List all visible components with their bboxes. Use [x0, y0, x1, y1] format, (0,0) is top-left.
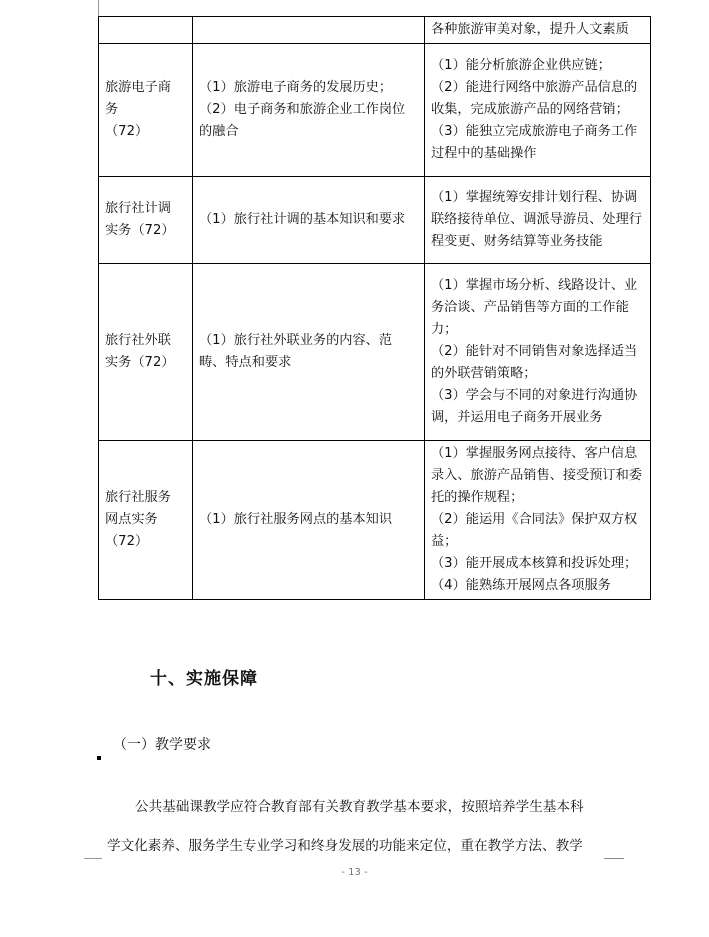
outcome-item: （2）能针对不同销售对象选择适当的外联营销策略；	[431, 344, 638, 381]
course-name-line: 网点实务	[105, 512, 158, 527]
outcome-cell	[425, 17, 651, 44]
body-paragraph-line: 公共基础课教学应符合教育部有关教育教学基本要求，按照培养学生基本科	[135, 799, 584, 815]
subsection-heading: （一）教学要求	[113, 737, 211, 753]
table-row	[99, 264, 651, 441]
body-paragraph-line: 学文化素养、服务学生专业学习和终身发展的功能来定位，重在教学方法、教学	[107, 838, 583, 854]
table-row	[99, 44, 651, 177]
outcome-cell	[425, 177, 651, 264]
table-row	[99, 177, 651, 264]
outcome-cell	[425, 44, 651, 177]
outcome-item: （2）能进行网络中旅游产品信息的收集，完成旅游产品的网络营销；	[431, 80, 638, 117]
section-heading: 十、实施保障	[150, 669, 258, 689]
outcome-item: （3）能独立完成旅游电子商务工作过程中的基础操作	[431, 124, 638, 161]
table-row	[99, 441, 651, 600]
outcome-text: 各种旅游审美对象，提升人文素质	[431, 22, 629, 37]
outcome-cell	[425, 264, 651, 441]
course-name-line: 旅行社服务	[105, 490, 171, 505]
content-item: （1）旅行社计调的基本知识和要求	[199, 212, 406, 227]
content-item: （2）电子商务和旅游企业工作岗位的融合	[199, 102, 406, 139]
course-name-line: 旅行社计调	[105, 201, 171, 216]
outcome-item: （1）掌握市场分析、线路设计、业务洽谈、产品销售等方面的工作能力；	[431, 278, 638, 337]
course-name-line: 实务（72）	[105, 355, 175, 370]
outcome-item: （1）掌握统筹安排计划行程、协调联络接待单位、调派导游员、处理行程变更、财务结算等业务技能	[431, 190, 642, 249]
course-name-cell	[99, 441, 193, 600]
course-table	[98, 16, 651, 600]
paragraph-bullet-mark	[97, 756, 101, 760]
corner-mark-top-left	[84, 0, 99, 16]
outcome-item: （2）能运用《合同法》保护双方权益；	[431, 512, 638, 549]
footer-rule	[604, 858, 624, 859]
course-name-line: 实务（72）	[105, 223, 175, 238]
outcome-item: （3）学会与不同的对象进行沟通协调，并运用电子商务开展业务	[431, 388, 638, 425]
content-item: （1）旅行社外联业务的内容、范畴、特点和要求	[199, 333, 393, 370]
corner-mark-bottom-left	[84, 858, 102, 859]
course-name-line: 旅行社外联	[105, 333, 171, 348]
outcome-item: （1）能分析旅游企业供应链；	[431, 58, 611, 73]
page-number: - 13 -	[341, 867, 368, 878]
content-cell	[193, 44, 425, 177]
course-name-cell	[99, 177, 193, 264]
content-cell	[193, 177, 425, 264]
outcome-cell	[425, 441, 651, 600]
course-name-line: 旅游电子商	[105, 80, 171, 95]
table-cell-empty	[193, 17, 425, 44]
course-name-cell	[99, 44, 193, 177]
table-row	[99, 17, 651, 44]
outcome-item: （3）能开展成本核算和投诉处理；	[431, 556, 638, 571]
content-cell	[193, 264, 425, 441]
course-name-cell	[99, 264, 193, 441]
table-cell-empty	[99, 17, 193, 44]
content-item: （1）旅游电子商务的发展历史；	[199, 80, 393, 95]
content-cell	[193, 441, 425, 600]
course-hours: （72）	[105, 534, 149, 549]
outcome-item: （4）能熟练开展网点各项服务	[431, 578, 611, 593]
outcome-item: （1）掌握服务网点接待、客户信息录入、旅游产品销售、接受预订和委托的操作规程；	[431, 446, 642, 505]
content-item: （1）旅行社服务网点的基本知识	[199, 512, 393, 527]
course-hours: （72）	[105, 124, 149, 139]
course-name-line: 务	[105, 102, 119, 117]
